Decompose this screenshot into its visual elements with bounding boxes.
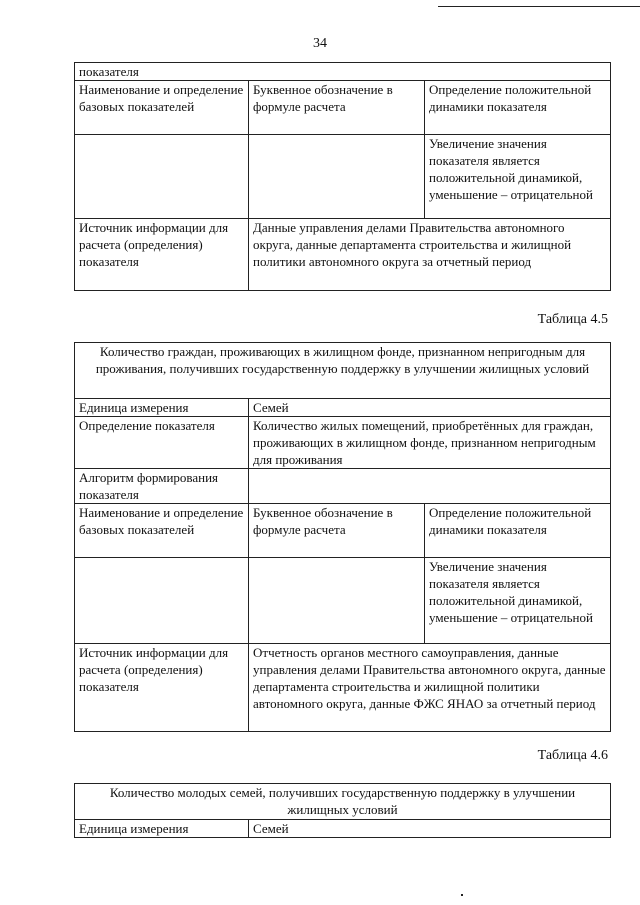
table-row <box>75 399 611 417</box>
positive-dynamic-label: Определение положительной динамики показателя <box>425 504 611 558</box>
table-row <box>75 63 611 81</box>
table-row <box>75 219 611 291</box>
table-row <box>75 469 611 504</box>
formula-notation-label: Буквенное обозначение в формуле расчета <box>249 81 425 135</box>
positive-dynamic-value: Увеличение значения показателя является положительной динамикой, уменьшение – отрицательной <box>425 558 611 644</box>
source-label: Источник информации для расчета (определения) показателя <box>75 644 249 732</box>
empty-cell <box>75 558 249 644</box>
base-indicators-label: Наименование и определение базовых показателей <box>75 81 249 135</box>
source-value: Отчетность органов местного самоуправления, данные управления делами Правительства автономного округа, данные департамента строительства и жилищной политики автономного округа, данные ФЖС ЯНАО за отчетный период <box>249 644 611 732</box>
unit-label: Единица измерения <box>75 820 249 838</box>
base-indicators-label: Наименование и определение базовых показателей <box>75 504 249 558</box>
row-label-cell: показателя <box>75 63 611 81</box>
table-4-6-caption: Таблица 4.6 <box>537 748 608 763</box>
source-value: Данные управления делами Правительства автономного округа, данные департамента строительства и жилищной политики автономного округа за отчетный период <box>249 219 611 291</box>
scan-speck <box>461 894 463 896</box>
definition-label: Определение показателя <box>75 417 249 469</box>
table-title: Количество молодых семей, получивших государственную поддержку в улучшении жилищных условий <box>75 784 611 820</box>
page-number: 34 <box>313 36 327 51</box>
header-rule <box>438 6 640 7</box>
positive-dynamic-value: Увеличение значения показателя является положительной динамикой, уменьшение – отрицательной <box>425 135 611 219</box>
positive-dynamic-label: Определение положительной динамики показателя <box>425 81 611 135</box>
definition-value: Количество жилых помещений, приобретённых для граждан, проживающих в жилищном фонде, признанном непригодным для проживания <box>249 417 611 469</box>
table-4-5-caption: Таблица 4.5 <box>537 312 608 327</box>
table-4-5 <box>74 342 611 732</box>
source-label: Источник информации для расчета (определения) показателя <box>75 219 249 291</box>
unit-value: Семей <box>249 820 611 838</box>
table-row <box>75 417 611 469</box>
empty-cell <box>75 135 249 219</box>
table-continued <box>74 62 611 291</box>
table-row <box>75 644 611 732</box>
unit-value: Семей <box>249 399 611 417</box>
table-row <box>75 820 611 838</box>
table-row <box>75 558 611 644</box>
unit-label: Единица измерения <box>75 399 249 417</box>
algorithm-label: Алгоритм формирования показателя <box>75 469 249 504</box>
table-row <box>75 504 611 558</box>
table-row <box>75 81 611 135</box>
table-4-6 <box>74 783 611 838</box>
table-row <box>75 343 611 399</box>
algorithm-value <box>249 469 611 504</box>
formula-notation-label: Буквенное обозначение в формуле расчета <box>249 504 425 558</box>
table-title: Количество граждан, проживающих в жилищном фонде, признанном непригодным для проживания, получивших государственную поддержку в улучшении жилищных условий <box>75 343 611 399</box>
table-row <box>75 784 611 820</box>
empty-cell <box>249 135 425 219</box>
table-row <box>75 135 611 219</box>
empty-cell <box>249 558 425 644</box>
